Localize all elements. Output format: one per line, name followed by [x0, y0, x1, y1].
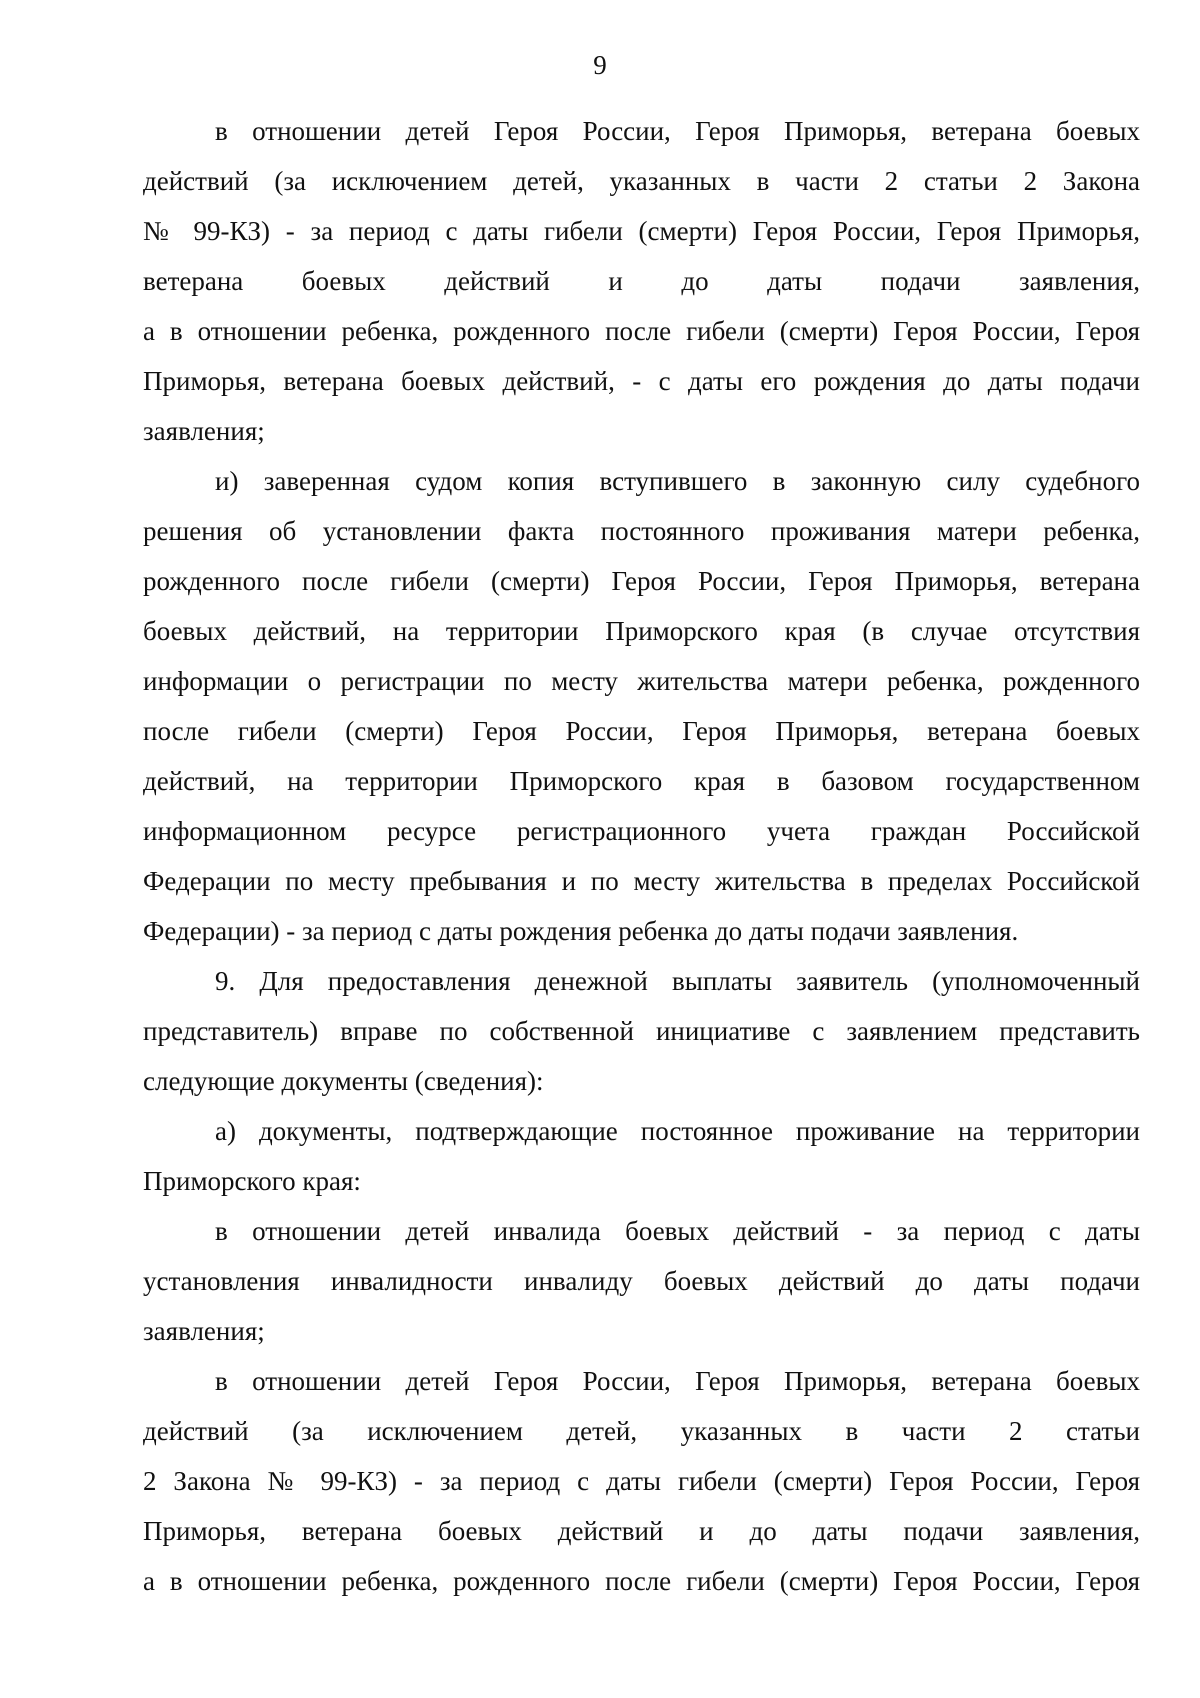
text-line: а) документы, подтверждающие постоянное проживание на территории	[215, 1116, 1140, 1146]
text-line: в отношении детей Героя России, Героя Приморья, ветерана боевых	[215, 1366, 1140, 1396]
text-line: Федерации) - за период с даты рождения ребенка до даты подачи заявления.	[143, 916, 1019, 946]
text-line: следующие документы (сведения):	[143, 1066, 544, 1096]
text-line: а в отношении ребенка, рожденного после гибели (смерти) Героя России, Героя	[143, 316, 1140, 346]
text-line: 2 Закона № 99-КЗ) - за период с даты гибели (смерти) Героя России, Героя	[143, 1466, 1140, 1496]
text-line: действий (за исключением детей, указанных в части 2 статьи	[143, 1416, 1140, 1446]
text-line: заявления;	[143, 416, 265, 446]
page-number: 9	[593, 50, 607, 80]
document-body	[143, 106, 1140, 1606]
text-line: в отношении детей инвалида боевых действий - за период с даты	[215, 1216, 1140, 1246]
text-line: решения об установлении факта постоянного проживания матери ребенка,	[143, 516, 1140, 546]
text-line: в отношении детей Героя России, Героя Приморья, ветерана боевых	[215, 116, 1140, 146]
text-line: ветерана боевых действий и до даты подачи заявления,	[143, 266, 1140, 296]
text-line: рожденного после гибели (смерти) Героя России, Героя Приморья, ветерана	[143, 566, 1140, 596]
paragraph	[143, 106, 1140, 456]
text-line: № 99-КЗ) - за период с даты гибели (смерти) Героя России, Героя Приморья,	[143, 216, 1140, 246]
text-line: Приморья, ветерана боевых действий, - с даты его рождения до даты подачи	[143, 366, 1140, 396]
text-line: после гибели (смерти) Героя России, Героя Приморья, ветерана боевых	[143, 716, 1140, 746]
paragraph	[143, 1356, 1140, 1606]
text-line: информационном ресурсе регистрационного учета граждан Российской	[143, 816, 1140, 846]
text-line: и) заверенная судом копия вступившего в законную силу судебного	[215, 466, 1140, 496]
paragraph	[143, 956, 1140, 1106]
text-line: действий, на территории Приморского края в базовом государственном	[143, 766, 1140, 796]
text-line: Федерации по месту пребывания и по месту жительства в пределах Российской	[143, 866, 1140, 896]
paragraph	[143, 1206, 1140, 1356]
text-line: представитель) вправе по собственной инициативе с заявлением представить	[143, 1016, 1140, 1046]
text-line: установления инвалидности инвалиду боевых действий до даты подачи	[143, 1266, 1140, 1296]
text-line: заявления;	[143, 1316, 265, 1346]
text-line: действий (за исключением детей, указанных в части 2 статьи 2 Закона	[143, 166, 1140, 196]
paragraph	[143, 456, 1140, 956]
text-line: 9. Для предоставления денежной выплаты заявитель (уполномоченный	[215, 966, 1140, 996]
text-line: боевых действий, на территории Приморского края (в случае отсутствия	[143, 616, 1140, 646]
text-line: Приморья, ветерана боевых действий и до даты подачи заявления,	[143, 1516, 1140, 1546]
text-line: а в отношении ребенка, рожденного после гибели (смерти) Героя России, Героя	[143, 1566, 1140, 1596]
text-line: Приморского края:	[143, 1166, 361, 1196]
text-line: информации о регистрации по месту жительства матери ребенка, рожденного	[143, 666, 1140, 696]
paragraph	[143, 1106, 1140, 1206]
